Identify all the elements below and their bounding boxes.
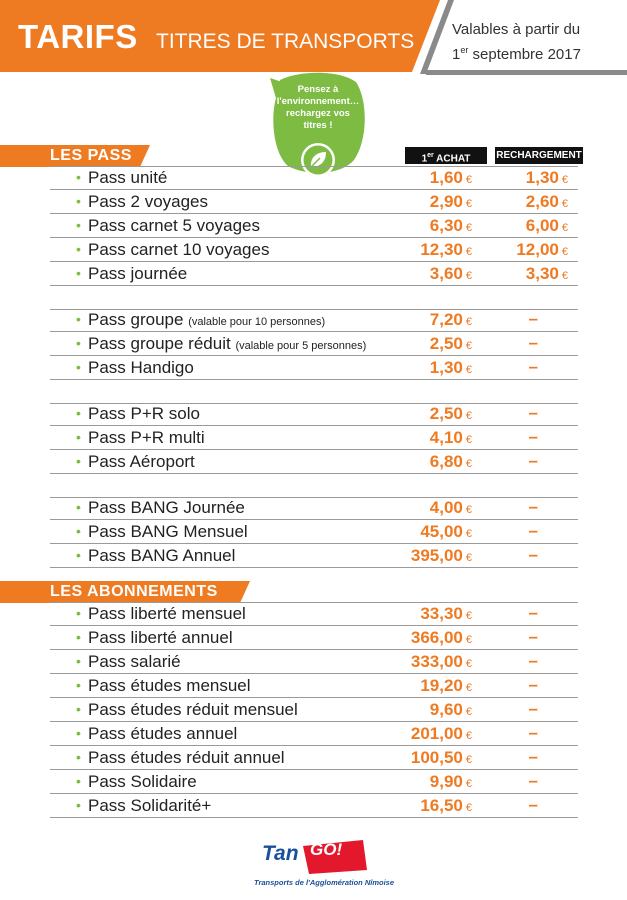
- bullet-icon: •: [76, 749, 81, 765]
- section-subscriptions-band: [0, 581, 260, 603]
- euro-symbol: €: [465, 504, 472, 516]
- table-row: [50, 166, 578, 190]
- bullet-icon: •: [76, 335, 81, 351]
- row-label: [88, 264, 187, 284]
- row-label: [88, 604, 246, 624]
- price-value: 366,00: [410, 628, 463, 647]
- spacer-row: [50, 474, 578, 498]
- bullet-icon: •: [76, 359, 81, 375]
- euro-symbol: €: [465, 270, 472, 282]
- price-value: 7,20: [429, 310, 463, 329]
- price-value: 45,00: [420, 522, 463, 541]
- row-label: [88, 168, 167, 188]
- reload-not-applicable: –: [528, 675, 538, 694]
- table-row: [50, 214, 578, 238]
- first-purchase-price: [430, 216, 472, 236]
- price-value: 1,30: [429, 358, 463, 377]
- price-value: 19,20: [420, 676, 463, 695]
- price-value: 201,00: [410, 724, 463, 743]
- bullet-icon: •: [76, 523, 81, 539]
- validity-line-1: Valables à partir du: [452, 21, 581, 38]
- euro-symbol: €: [465, 528, 472, 540]
- bullet-icon: •: [76, 773, 81, 789]
- price-value: 100,50: [410, 748, 463, 767]
- reload-not-applicable: –: [528, 699, 538, 718]
- reload-price: [526, 192, 568, 212]
- reload-not-applicable: –: [528, 627, 538, 646]
- logo-word: Tan: [262, 842, 299, 865]
- row-label: [88, 310, 325, 330]
- table-row: [50, 794, 578, 818]
- first-purchase-price: [420, 604, 472, 624]
- row-label: [88, 404, 200, 424]
- price-value: 1,30: [525, 168, 559, 187]
- row-label: [88, 522, 248, 542]
- reload-not-applicable: –: [528, 309, 538, 328]
- euro-symbol: €: [561, 222, 568, 234]
- first-purchase-price: [411, 546, 472, 566]
- row-label: [88, 724, 237, 744]
- table-row: [50, 308, 578, 332]
- reload-price: [526, 168, 568, 188]
- reload-not-applicable: –: [528, 357, 538, 376]
- row-label-text: Pass salarié: [88, 652, 181, 671]
- first-purchase-price: [411, 652, 472, 672]
- price-value: 2,50: [429, 404, 463, 423]
- row-label: [88, 676, 251, 696]
- bullet-icon: •: [76, 405, 81, 421]
- row-label: [88, 628, 233, 648]
- euro-symbol: €: [465, 552, 472, 564]
- reload-not-applicable: –: [528, 723, 538, 742]
- row-label-text: Pass Aéroport: [88, 452, 195, 471]
- row-label: [88, 334, 366, 354]
- row-label-text: Pass BANG Mensuel: [88, 522, 248, 541]
- table-row: [50, 450, 578, 474]
- bullet-icon: •: [76, 499, 81, 515]
- bullet-icon: •: [76, 217, 81, 233]
- col-first-sup: er: [427, 152, 434, 159]
- euro-symbol: €: [465, 434, 472, 446]
- first-purchase-price: [430, 428, 472, 448]
- validity-day-sup: er: [460, 45, 469, 55]
- bullet-icon: •: [76, 797, 81, 813]
- euro-symbol: €: [465, 198, 472, 210]
- row-label: [88, 546, 235, 566]
- first-purchase-price: [430, 192, 472, 212]
- row-label: [88, 428, 205, 448]
- row-label: [88, 452, 195, 472]
- row-label: [88, 748, 285, 768]
- row-label: [88, 772, 197, 792]
- first-purchase-price: [430, 358, 472, 378]
- euro-symbol: €: [465, 634, 472, 646]
- reload-price: [526, 264, 568, 284]
- table-row: [50, 544, 578, 568]
- first-purchase-price: [430, 168, 472, 188]
- bullet-icon: •: [76, 169, 81, 185]
- euro-symbol: €: [561, 174, 568, 186]
- table-row: [50, 746, 578, 770]
- bullet-icon: •: [76, 677, 81, 693]
- row-label-text: Pass groupe: [88, 310, 184, 329]
- table-row: [50, 238, 578, 262]
- price-value: 12,00: [516, 240, 559, 259]
- first-purchase-price: [430, 700, 472, 720]
- first-purchase-price: [430, 452, 472, 472]
- price-value: 2,90: [429, 192, 463, 211]
- first-purchase-price: [430, 310, 472, 330]
- reload-not-applicable: –: [528, 795, 538, 814]
- reload-not-applicable: –: [528, 403, 538, 422]
- price-value: 16,50: [420, 796, 463, 815]
- table-row: [50, 496, 578, 520]
- first-purchase-price: [411, 748, 472, 768]
- bullet-icon: •: [76, 193, 81, 209]
- row-label-text: Pass carnet 10 voyages: [88, 240, 270, 259]
- section-pass-title: LES PASS: [50, 147, 132, 164]
- price-value: 6,30: [429, 216, 463, 235]
- row-label-text: Pass Solidaire: [88, 772, 197, 791]
- price-value: 9,60: [429, 700, 463, 719]
- reload-not-applicable: –: [528, 521, 538, 540]
- row-label: [88, 498, 245, 518]
- reload-not-applicable: –: [528, 427, 538, 446]
- reload-not-applicable: –: [528, 497, 538, 516]
- reload-not-applicable: –: [528, 451, 538, 470]
- row-label: [88, 796, 211, 816]
- bullet-icon: •: [76, 725, 81, 741]
- first-purchase-price: [430, 264, 472, 284]
- euro-symbol: €: [465, 754, 472, 766]
- reload-price: [516, 240, 568, 260]
- euro-symbol: €: [465, 340, 472, 352]
- euro-symbol: €: [465, 246, 472, 258]
- first-purchase-price: [420, 240, 472, 260]
- euro-symbol: €: [465, 802, 472, 814]
- row-note: (valable pour 5 personnes): [235, 340, 367, 352]
- euro-symbol: €: [561, 270, 568, 282]
- row-label-text: Pass carnet 5 voyages: [88, 216, 260, 235]
- title-subtitle: TITRES DE TRANSPORTS: [156, 30, 415, 53]
- table-row: [50, 602, 578, 626]
- bullet-icon: •: [76, 453, 81, 469]
- reload-not-applicable: –: [528, 651, 538, 670]
- table-row: [50, 402, 578, 426]
- first-purchase-price: [420, 796, 472, 816]
- bullet-icon: •: [76, 701, 81, 717]
- row-label-text: Pass groupe réduit: [88, 334, 231, 353]
- first-purchase-price: [430, 498, 472, 518]
- col-first-num: 1: [421, 153, 428, 165]
- first-purchase-price: [411, 724, 472, 744]
- first-purchase-price: [411, 628, 472, 648]
- row-note: (valable pour 10 personnes): [188, 316, 326, 328]
- table-row: [50, 722, 578, 746]
- row-label-text: Pass 2 voyages: [88, 192, 209, 211]
- euro-symbol: €: [465, 174, 472, 186]
- price-value: 12,30: [420, 240, 463, 259]
- price-value: 6,80: [429, 452, 463, 471]
- euro-symbol: €: [465, 682, 472, 694]
- table-row: [50, 190, 578, 214]
- logo-go: GO!: [310, 840, 343, 859]
- table-row: [50, 770, 578, 794]
- first-purchase-price: [420, 522, 472, 542]
- euro-symbol: €: [465, 410, 472, 422]
- row-label-text: Pass BANG Journée: [88, 498, 245, 517]
- reload-not-applicable: –: [528, 333, 538, 352]
- bullet-icon: •: [76, 605, 81, 621]
- row-label-text: Pass études réduit mensuel: [88, 700, 298, 719]
- section-pass-band: [0, 145, 240, 167]
- column-reload: RECHARGEMENT: [495, 147, 583, 164]
- price-value: 9,90: [429, 772, 463, 791]
- bullet-icon: •: [76, 653, 81, 669]
- price-value: 4,00: [429, 498, 463, 517]
- validity-line-2: [452, 40, 622, 65]
- euro-symbol: €: [465, 610, 472, 622]
- spacer-row: [50, 286, 578, 310]
- row-label-text: Pass études mensuel: [88, 676, 251, 695]
- euro-symbol: €: [465, 706, 472, 718]
- row-label-text: Pass études réduit annuel: [88, 748, 285, 767]
- reload-not-applicable: –: [528, 545, 538, 564]
- bullet-icon: •: [76, 311, 81, 327]
- row-label-text: Pass unité: [88, 168, 168, 187]
- section-subscriptions-title: LES ABONNEMENTS: [50, 583, 218, 600]
- row-label: [88, 240, 269, 260]
- row-label: [88, 358, 194, 378]
- reload-not-applicable: –: [528, 747, 538, 766]
- validity-note: [452, 20, 622, 65]
- row-label-text: Pass liberté mensuel: [88, 604, 246, 623]
- row-label: [88, 652, 181, 672]
- validity-month-year: septembre 2017: [468, 46, 581, 63]
- table-row: [50, 626, 578, 650]
- row-label-text: Pass études annuel: [88, 724, 238, 743]
- row-label: [88, 700, 298, 720]
- first-purchase-price: [420, 676, 472, 696]
- euro-symbol: €: [465, 658, 472, 670]
- row-label-text: Pass P+R solo: [88, 404, 200, 423]
- price-value: 1,60: [429, 168, 463, 187]
- row-label-text: Pass BANG Annuel: [88, 546, 236, 565]
- bullet-icon: •: [76, 547, 81, 563]
- bullet-icon: •: [76, 429, 81, 445]
- bullet-icon: •: [76, 629, 81, 645]
- bullet-icon: •: [76, 265, 81, 281]
- price-value: 6,00: [525, 216, 559, 235]
- table-row: [50, 520, 578, 544]
- table-row: [50, 650, 578, 674]
- price-value: 3,60: [429, 264, 463, 283]
- first-purchase-price: [430, 404, 472, 424]
- row-label-text: Pass Solidarité+: [88, 796, 212, 815]
- row-label-text: Pass journée: [88, 264, 188, 283]
- row-label: [88, 216, 260, 236]
- spacer-row: [50, 380, 578, 404]
- euro-symbol: €: [465, 222, 472, 234]
- eco-bubble-text: Pensez à l'environnement… rechargez vos titres !: [276, 84, 360, 131]
- price-value: 3,30: [525, 264, 559, 283]
- first-purchase-price: [430, 334, 472, 354]
- reload-not-applicable: –: [528, 603, 538, 622]
- euro-symbol: €: [465, 458, 472, 470]
- price-value: 4,10: [429, 428, 463, 447]
- table-row: [50, 426, 578, 450]
- row-label-text: Pass Handigo: [88, 358, 194, 377]
- euro-symbol: €: [465, 778, 472, 790]
- col-first-rest: ACHAT: [433, 153, 471, 165]
- row-label: [88, 192, 208, 212]
- table-row: [50, 698, 578, 722]
- price-value: 395,00: [410, 546, 463, 565]
- reload-not-applicable: –: [528, 771, 538, 790]
- title-bold: TARIFS: [18, 18, 138, 55]
- euro-symbol: €: [465, 364, 472, 376]
- reload-price: [526, 216, 568, 236]
- table-row: [50, 332, 578, 356]
- table-row: [50, 262, 578, 286]
- euro-symbol: €: [465, 730, 472, 742]
- table-row: [50, 356, 578, 380]
- price-value: 33,30: [420, 604, 463, 623]
- logo-tagline: Transports de l'Agglomération Nîmoise: [254, 878, 395, 887]
- bullet-icon: •: [76, 241, 81, 257]
- euro-symbol: €: [561, 246, 568, 258]
- price-value: 2,60: [525, 192, 559, 211]
- first-purchase-price: [430, 772, 472, 792]
- price-value: 333,00: [410, 652, 463, 671]
- row-label-text: Pass liberté annuel: [88, 628, 233, 647]
- table-row: [50, 674, 578, 698]
- euro-symbol: €: [561, 198, 568, 210]
- euro-symbol: €: [465, 316, 472, 328]
- row-label-text: Pass P+R multi: [88, 428, 205, 447]
- column-first-purchase: [405, 147, 487, 164]
- price-value: 2,50: [429, 334, 463, 353]
- validity-day: 1: [452, 46, 461, 63]
